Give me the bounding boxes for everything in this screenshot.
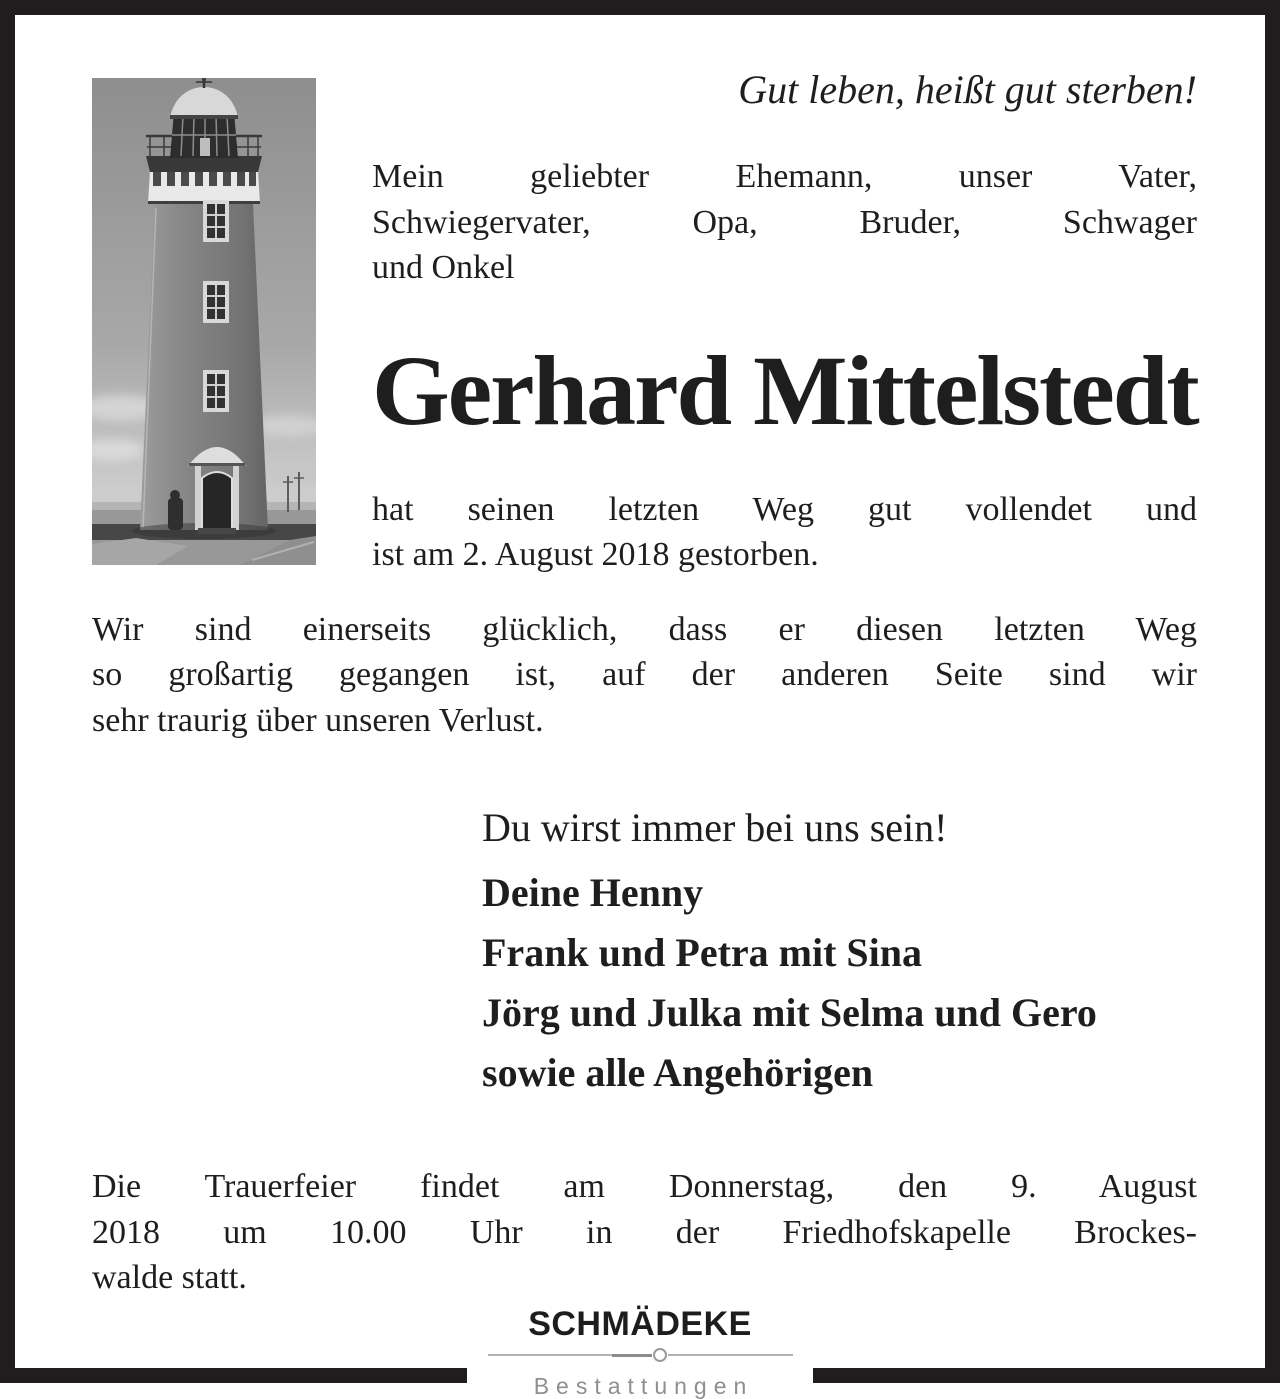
- logo-category-label: Bestattungen: [533, 1373, 754, 1399]
- death-statement-line: hat seinen letzten Weg gut vollendet und: [372, 490, 1197, 528]
- funeral-home-logo: [467, 1288, 813, 1399]
- intro-line: Schwiegervater, Opa, Bruder, Schwager: [372, 203, 1197, 241]
- farewell-line: Du wirst immer bei uns sein!: [482, 805, 948, 850]
- logo-divider-line-left: [488, 1354, 613, 1356]
- tribute-line: sehr traurig über unseren Verlust.: [92, 701, 544, 739]
- tribute-line: Wir sind einerseits glücklich, dass er diesen letzten Weg: [92, 610, 1197, 648]
- top-text-column: [372, 67, 1198, 578]
- mourner-name: Frank und Petra mit Sina: [482, 930, 923, 975]
- mourner-name: Deine Henny: [482, 870, 704, 915]
- logo-divider-line-right: [668, 1354, 793, 1356]
- logo-divider: [488, 1348, 793, 1362]
- funeral-info-line: 2018 um 10.00 Uhr in der Friedhofskapelle Brockes-: [92, 1213, 1197, 1251]
- death-statement-line: ist am 2. August 2018 gestorben.: [372, 536, 819, 573]
- funeral-info-line: walde statt.: [92, 1259, 247, 1296]
- intro-paragraph: [372, 154, 1197, 291]
- mourner-name: sowie alle Angehörigen: [482, 1050, 874, 1095]
- tribute-paragraph: [92, 607, 1197, 744]
- farewell-block: [92, 804, 1197, 1096]
- logo-company-name: SCHMÄDEKE: [528, 1305, 752, 1343]
- tribute-line: so großartig gegangen ist, auf der anderen Seite sind wir: [92, 656, 1197, 693]
- logo-divider-accent: [612, 1354, 652, 1357]
- top-section: [92, 67, 1198, 578]
- intro-line: und Onkel: [372, 249, 515, 286]
- notice-content: [15, 15, 1265, 1301]
- deceased-name: Gerhard Mittelstedt: [372, 334, 1198, 446]
- motto-text: Gut leben, heißt gut sterben!: [738, 67, 1197, 112]
- death-statement: [372, 487, 1197, 578]
- mourner-name: Jörg und Julka mit Selma und Gero: [482, 990, 1097, 1035]
- lighthouse-photo: [92, 78, 316, 565]
- funeral-info-line: Die Trauerfeier findet am Donnerstag, den 9. August: [92, 1168, 1197, 1205]
- lighthouse-illustration: [92, 78, 316, 565]
- funeral-info-paragraph: [92, 1164, 1197, 1301]
- logo-divider-ring-icon: [653, 1348, 667, 1362]
- intro-line: Mein geliebter Ehemann, unser Vater,: [372, 158, 1197, 195]
